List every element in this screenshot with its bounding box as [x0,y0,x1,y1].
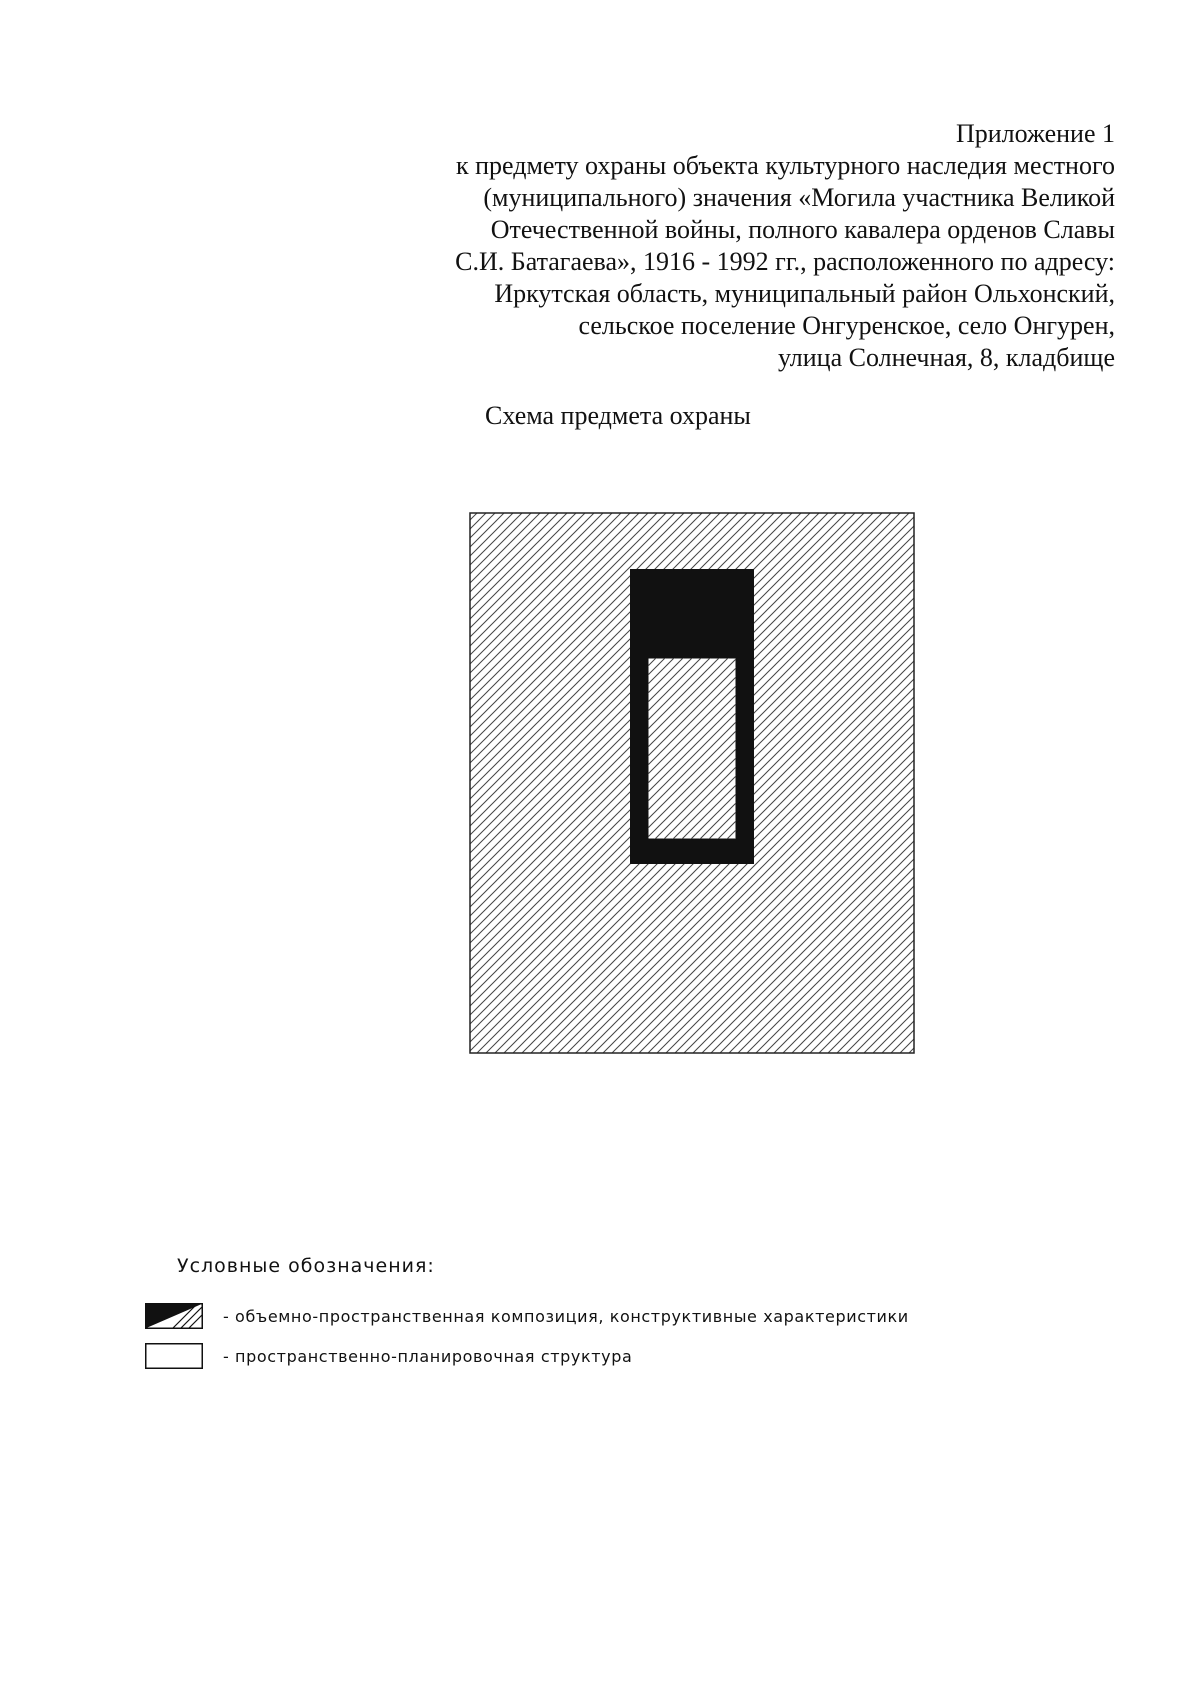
legend-title: Условные обозначения: [177,1255,435,1277]
legend-item-label: - объемно-пространственная композиция, конструктивные характеристики [223,1306,909,1326]
legend-item [145,1342,632,1370]
appendix-header [355,118,1115,374]
appendix-line: Отечественной войны, полного кавалера орденов Славы [490,215,1115,244]
grave-inner-hatch [648,658,736,839]
appendix-line: улица Солнечная, 8, кладбище [777,343,1115,372]
legend-swatch-volume-composition [145,1303,203,1329]
appendix-line: С.И. Батагаева», 1916 - 1992 гг., расположенного по адресу: [455,247,1115,276]
appendix-line: (муниципального) значения «Могила участника Великой [483,183,1115,212]
appendix-line: Иркутская область, муниципальный район Ольхонский, [494,279,1115,308]
legend-item-label: - пространственно-планировочная структура [223,1346,633,1366]
protection-scheme-diagram [469,512,915,1054]
scheme-title: Схема предмета охраны [485,401,751,430]
legend-item [145,1302,909,1330]
appendix-line: Приложение 1 [955,119,1115,148]
legend-swatch-planning-structure [145,1343,203,1369]
appendix-line: к предмету охраны объекта культурного наследия местного [456,151,1115,180]
appendix-line: сельское поселение Онгуренское, село Онгурен, [578,311,1115,340]
